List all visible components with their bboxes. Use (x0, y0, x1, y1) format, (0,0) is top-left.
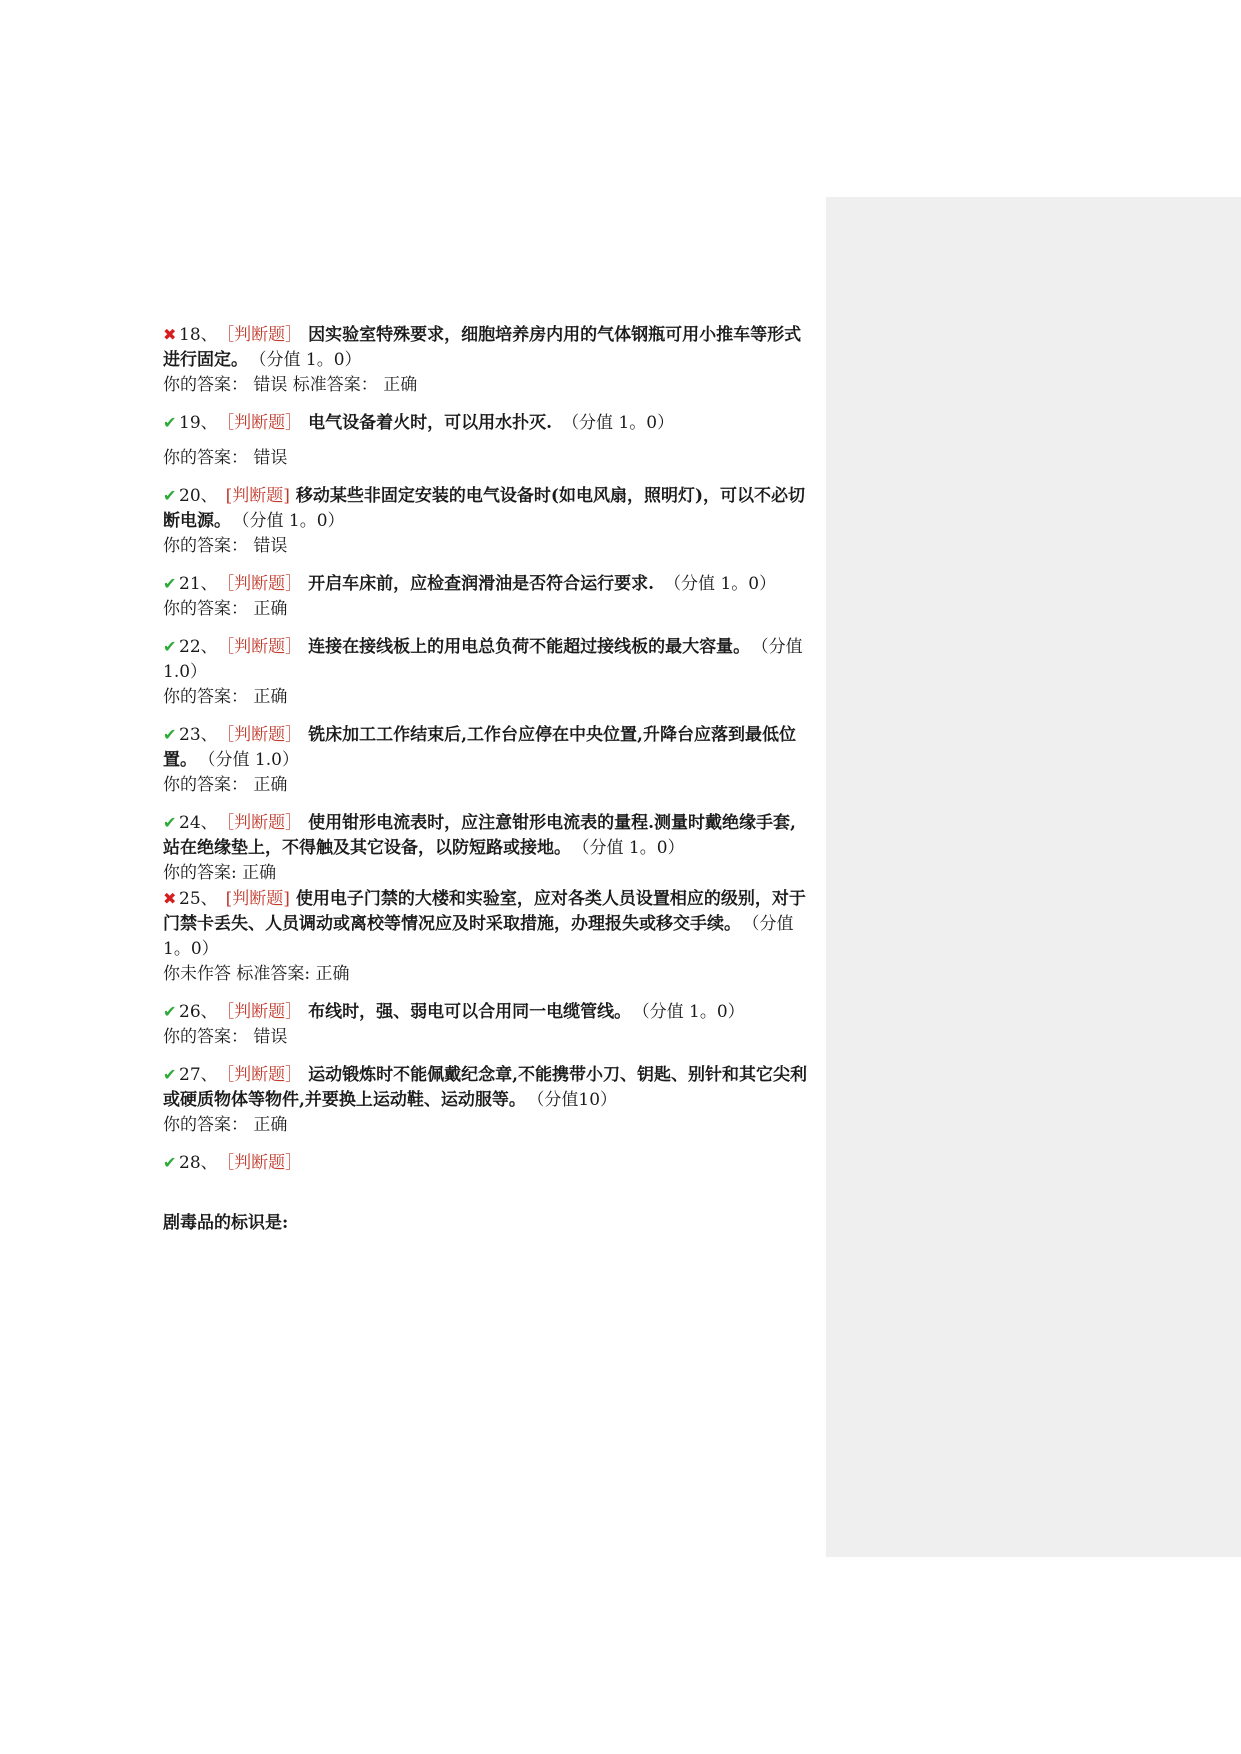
question-stem: 开启车床前，应检查润滑油是否符合运行要求. (308, 574, 655, 594)
question-score: （分值10） (535, 1090, 618, 1110)
question-28-stem: 剧毒品的标识是: (163, 1213, 289, 1233)
answer-line: 你的答案： 错误 (163, 1027, 288, 1047)
question-number: 20、 (179, 486, 218, 506)
check-mark-icon: ✔ (163, 725, 177, 744)
question-number: 18、 (179, 325, 218, 345)
question-score: （分值 1。0） (562, 413, 675, 433)
question-type: ［判断题］ (225, 1153, 303, 1173)
question-25 (163, 886, 811, 987)
question-type: [判断题] (225, 889, 290, 909)
question-stem: 电气设备着火时，可以用水扑灭. (308, 413, 553, 433)
question-score: （分值 1.0） (163, 637, 803, 682)
question-21 (163, 571, 811, 622)
question-stem: 使用电子门禁的大楼和实验室，应对各类人员设置相应的级别，对于门禁卡丢失、人员调动或离校等情况应及时采取措施，办理报失或移交手续。 (163, 889, 806, 934)
question-stem: 因实验室特殊要求，细胞培养房内用的气体钢瓶可用小推车等形式进行固定。 (163, 325, 802, 370)
question-18 (163, 322, 811, 398)
answer-line: 你的答案: 正确 (163, 863, 277, 883)
answer-line: 你的答案： 错误 标准答案： 正确 (163, 375, 418, 395)
question-number: 23、 (179, 725, 218, 745)
wrong-mark-icon: ✖ (163, 325, 177, 344)
question-stem: 使用钳形电流表时，应注意钳形电流表的量程.测量时戴绝缘手套,站在绝缘垫上，不得触及其它设备，以防短路或接地。 (163, 813, 796, 858)
question-score: （分值 1。0） (258, 350, 362, 370)
question-27 (163, 1062, 811, 1138)
question-type: ［判断题］ (225, 325, 303, 345)
question-number: 19、 (179, 413, 218, 433)
answer-line: 你的答案： 正确 (163, 1115, 288, 1135)
question-stem: 运动锻炼时不能佩戴纪念章,不能携带小刀、钥匙、别针和其它尖利或硬质物体等物件,并要换上运动鞋、运动服等。 (163, 1065, 808, 1110)
check-mark-icon: ✔ (163, 637, 177, 656)
question-number: 21、 (179, 574, 218, 594)
question-number: 27、 (179, 1065, 218, 1085)
question-22 (163, 634, 811, 710)
question-24 (163, 810, 811, 886)
quiz-content (163, 322, 811, 1233)
question-number: 25、 (179, 889, 218, 909)
question-19 (163, 410, 811, 471)
answer-line: 你的答案： 正确 (163, 687, 288, 707)
question-26 (163, 999, 811, 1050)
question-type: ［判断题］ (225, 574, 303, 594)
question-type: [判断题] (225, 486, 290, 506)
question-stem: 连接在接线板上的用电总负荷不能超过接线板的最大容量。 (308, 637, 751, 657)
check-mark-icon: ✔ (163, 574, 177, 593)
question-28 (163, 1150, 811, 1176)
check-mark-icon: ✔ (163, 813, 177, 832)
question-score: （分值 1。0） (641, 1002, 745, 1022)
question-number: 26、 (179, 1002, 218, 1022)
answer-line: 你的答案： 错误 (163, 448, 288, 468)
question-number: 28、 (179, 1153, 218, 1173)
answer-line: 你未作答 标准答案: 正确 (163, 964, 350, 984)
check-mark-icon: ✔ (163, 413, 177, 432)
check-mark-icon: ✔ (163, 1153, 177, 1172)
question-score: （分值 1。0） (581, 838, 685, 858)
question-type: ［判断题］ (225, 637, 303, 657)
question-type: ［判断题］ (225, 813, 303, 833)
question-20 (163, 483, 811, 559)
check-mark-icon: ✔ (163, 1065, 177, 1084)
comment-margin-panel (826, 197, 1241, 1557)
question-stem: 铣床加工工作结束后,工作台应停在中央位置,升降台应落到最低位置。 (163, 725, 796, 770)
question-stem: 布线时，强、弱电可以合用同一电缆管线。 (308, 1002, 632, 1022)
question-type: ［判断题］ (225, 1002, 303, 1022)
question-score: （分值 1。0） (664, 574, 777, 594)
question-23 (163, 722, 811, 798)
answer-line: 你的答案： 错误 (163, 536, 288, 556)
answer-line: 你的答案： 正确 (163, 775, 288, 795)
question-type: ［判断题］ (225, 413, 303, 433)
question-type: ［判断题］ (225, 1065, 303, 1085)
answer-line: 你的答案： 正确 (163, 599, 288, 619)
question-score: （分值 1。0） (241, 511, 345, 531)
question-type: ［判断题］ (225, 725, 303, 745)
question-score: （分值 1.0） (207, 750, 299, 770)
check-mark-icon: ✔ (163, 1002, 177, 1021)
question-number: 24、 (179, 813, 218, 833)
check-mark-icon: ✔ (163, 486, 177, 505)
question-score: （分值 1。0） (163, 914, 794, 959)
wrong-mark-icon: ✖ (163, 889, 177, 908)
question-number: 22、 (179, 637, 218, 657)
question-stem: 移动某些非固定安装的电气设备时(如电风扇，照明灯)，可以不必切断电源。 (163, 486, 805, 531)
